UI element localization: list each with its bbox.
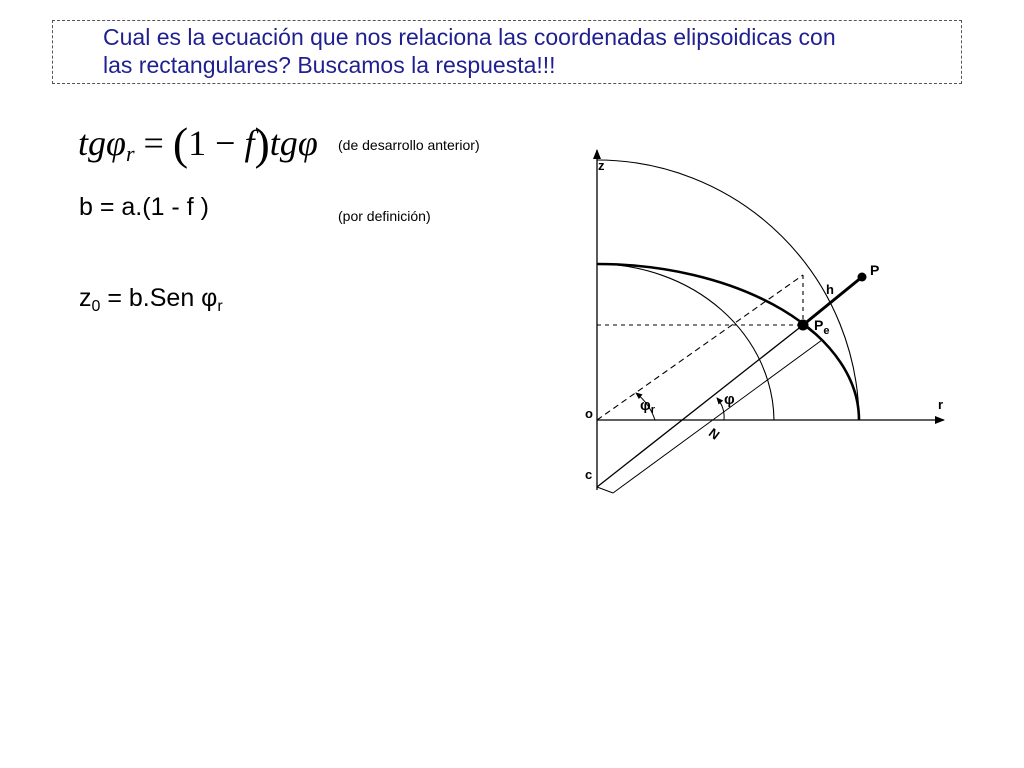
formula-paren-close: ) [254,118,270,169]
formula-minus: − [215,123,236,163]
normal-dimension-tick-start [597,487,613,493]
z0-rest: = b.Sen φ [100,284,218,312]
r-axis-label: r [938,397,944,412]
z0-sub2: r [217,298,223,315]
formula-rhs-var: φ [297,123,318,163]
point-pe-dot [798,320,809,331]
z0-sub: 0 [91,298,101,315]
normal-line [597,325,803,487]
formula-paren-open: ( [172,118,189,169]
height-label: h [826,282,834,297]
phi-r-label: $\varphi_r$ [640,397,656,416]
formula-lhs-var: φ [106,123,126,163]
equation-b: b = a.(1 - f ) [79,193,209,221]
formula-f: f [244,123,255,163]
origin-label: o [585,406,593,421]
b-note: (por definición) [338,208,431,224]
normal-dimension-line [613,340,822,493]
normal-label: N [705,425,723,443]
inner-circle-arc [597,264,774,420]
outer-circle-arc [597,160,859,420]
z0-base: z [79,284,92,312]
point-pe-label: $P_e$ [814,317,830,337]
formula-equals: = [143,123,164,163]
question-line-1: Cual es la ecuación que nos relaciona las coordenadas elipsoidicas con [103,24,836,50]
formula-one: 1 [188,123,207,163]
question-line-2: las rectangulares? Buscamos la respuesta!!! [103,52,556,78]
formula-rhs-fn: tg [269,123,298,163]
formula-lhs-sub: r [125,141,135,166]
point-p-dot [858,273,867,282]
formula-lhs-fn: tg [78,123,107,163]
point-p-label: P [870,262,880,278]
phi-label: φ [724,391,735,408]
center-label: c [585,467,593,482]
z-axis-label: z [598,158,605,173]
formula-note: (de desarrollo anterior) [338,137,480,153]
